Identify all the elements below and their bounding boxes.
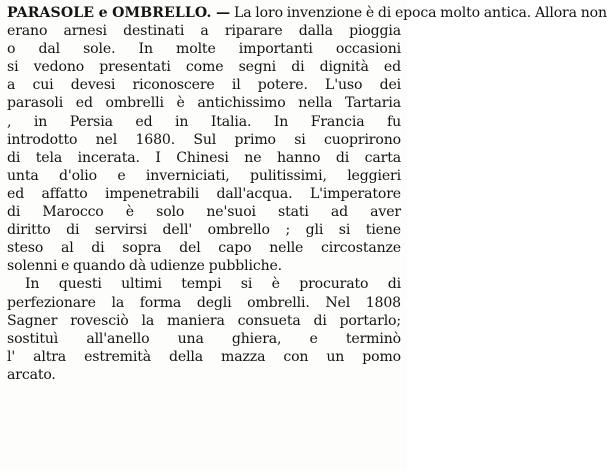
text-line-2: erano arnesi destinati a riparare dalla pioggia [7,23,401,40]
text-line-7: , in Persia ed in Italia. In Francia fu [7,113,401,130]
text-line-15: solenni e quando dà udienze pubbliche. [7,258,283,275]
text-line-14: steso al di sopra del capo nelle circostanze [7,240,401,257]
text-line-12: di Marocco è solo ne'suoi stati ad aver [7,204,401,221]
text-line-3: o dal sole. In molte importanti occasioni [7,41,401,58]
text-line-9: di tela incerata. I Chinesi ne hanno di carta [7,149,401,166]
text-line-21: arcato. [7,366,56,383]
text-line-6: parasoli ed ombrelli è antichissimo nella Tartaria [7,95,401,112]
text-line-4: si vedono presentati come segni di dignità ed [7,59,401,76]
text-line-10: unta d'olio e inverniciati, pulitissimi, leggieri [7,167,401,184]
text-line-11: ed affatto impenetrabili dall'acqua. L'imperatore [7,185,401,202]
text-line-17: perfezionare la forma degli ombrelli. Nel 1808 [7,294,401,311]
text-line-1 [7,4,607,22]
text-line-19: sostituì all'anello una ghiera, e terminò [7,330,401,347]
article-heading: PARASOLE e OMBRELLO. — [7,5,231,21]
text-line-20: l' altra estremità della mazza con un pomo [7,348,401,365]
text-line-5: a cui devesi riconoscere il potere. L'uso dei [7,77,401,94]
text-line-8: introdotto nel 1680. Sul primo si cuoprirono [7,131,401,148]
text-line-16: In questi ultimi tempi si è procurato di [25,276,401,293]
heading-continuation: La loro invenzione è di epoca molto antica. Allora non [230,5,607,21]
text-line-18: Sagner rovesciò la maniera consueta di portarlo; [7,312,401,329]
text-line-13: diritto di servirsi dell' ombrello ; gli si tiene [7,222,401,239]
